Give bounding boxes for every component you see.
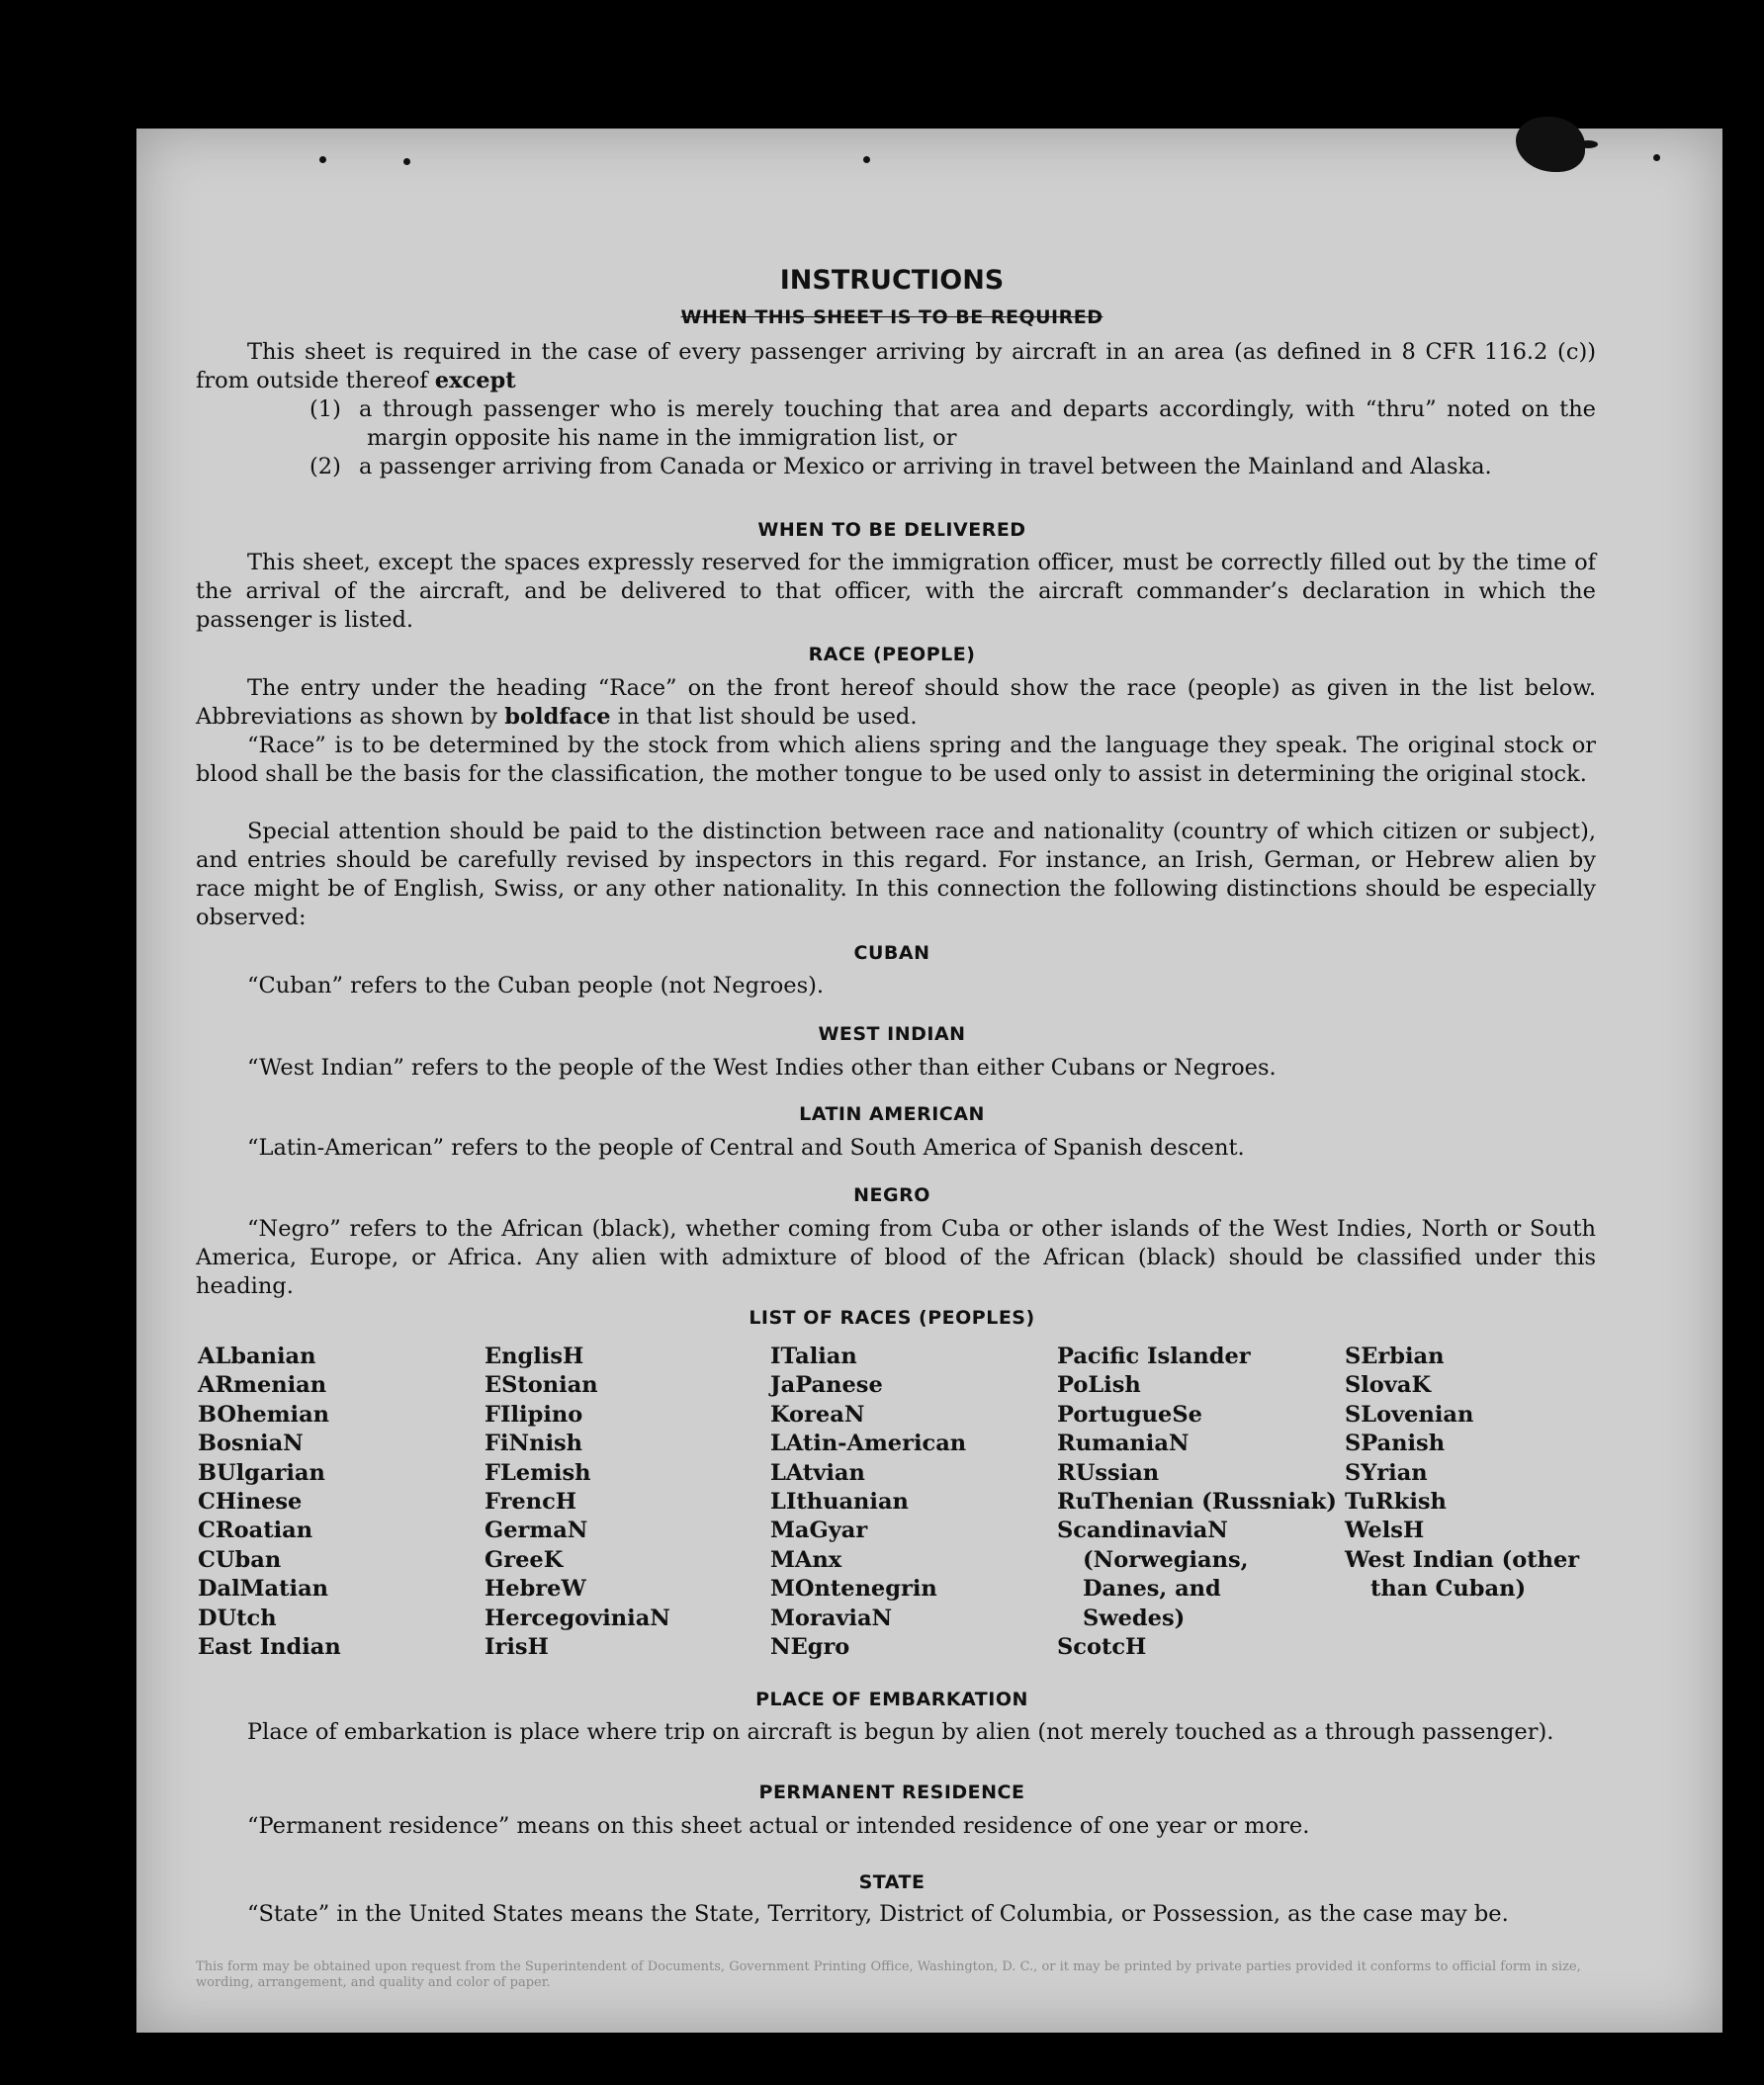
race-list-column-3 xyxy=(770,1343,1057,1662)
race-entry: SLovenian xyxy=(1345,1401,1474,1428)
race-entry: ARmenian xyxy=(198,1372,327,1399)
race-entry: Pacific Islander xyxy=(1057,1344,1251,1369)
race-entry: BUlgarian xyxy=(198,1459,325,1486)
race-entry: FLemish xyxy=(485,1459,591,1486)
race-entry: ALbanian xyxy=(198,1344,316,1369)
section-heading-required: WHEN THIS SHEET IS TO BE REQUIRED xyxy=(680,306,1103,328)
race-entry: BOhemian xyxy=(198,1401,330,1428)
race-entry: MoraviaN xyxy=(770,1605,893,1631)
race-entry: DalMatian xyxy=(198,1576,329,1603)
race-entry: GermaN xyxy=(485,1518,588,1544)
race-entry: SPanish xyxy=(1345,1431,1446,1457)
race-list-column-2 xyxy=(485,1343,756,1662)
race-entry: KoreaN xyxy=(770,1401,865,1428)
latin-american-text: “Latin-American” refers to the people of Central and South America of Spanish descent. xyxy=(247,1135,1245,1161)
section-heading-races-list: LIST OF RACES (PEOPLES) xyxy=(749,1307,1035,1329)
race-entry: RuThenian (Russniak) xyxy=(1057,1489,1337,1516)
race-entry: ITalian xyxy=(770,1344,857,1369)
race-entry: IrisH xyxy=(485,1634,549,1661)
race-entry: SErbian xyxy=(1345,1344,1445,1369)
race-entry: LIthuanian xyxy=(770,1489,909,1516)
section-heading-latin-american: LATIN AMERICAN xyxy=(799,1103,985,1125)
race-entry: LAtin-American xyxy=(770,1431,967,1457)
race-entry: NEgro xyxy=(770,1634,850,1661)
race-entry: ScandinaviaN (Norwegians, Danes, and Swedes) xyxy=(1057,1518,1249,1631)
race-entry: FrencH xyxy=(485,1489,577,1516)
race-list-column-4 xyxy=(1057,1343,1337,1662)
section-heading-west-indian: WEST INDIAN xyxy=(818,1023,966,1045)
race-entry: PoLish xyxy=(1057,1372,1141,1399)
item-number: (1) xyxy=(309,396,341,422)
race-entry: TuRkish xyxy=(1345,1489,1447,1516)
race-entry: EStonian xyxy=(485,1372,598,1399)
race-entry: HebreW xyxy=(485,1576,586,1603)
race-entry: ScotcH xyxy=(1057,1634,1147,1661)
item-number: (2) xyxy=(309,454,341,479)
section-heading-state: STATE xyxy=(858,1871,926,1893)
embarkation-text: Place of embarkation is place where trip on aircraft is begun by alien (not merely touched as a through passenger). xyxy=(247,1719,1554,1745)
section-heading-cuban: CUBAN xyxy=(853,942,930,964)
race-entry: CRoatian xyxy=(198,1518,313,1544)
section-heading-race: RACE (PEOPLE) xyxy=(808,644,976,665)
race-entry: JaPanese xyxy=(770,1372,883,1399)
race-entry: BosniaN xyxy=(198,1431,304,1457)
race-entry: MaGyar xyxy=(770,1518,868,1544)
west-indian-text: “West Indian” refers to the people of the West Indies other than either Cubans or Negroes. xyxy=(247,1055,1277,1081)
race-entry: HercegoviniaN xyxy=(485,1605,670,1631)
race-entry: DUtch xyxy=(198,1605,277,1631)
race-entry: LAtvian xyxy=(770,1459,865,1486)
race-entry: West Indian (other than Cuban) xyxy=(1345,1546,1580,1603)
race-entry: MOntenegrin xyxy=(770,1576,937,1603)
required-item-2: a passenger arriving from Canada or Mexico or arriving in travel between the Mainland and Alaska. xyxy=(359,454,1492,479)
race-paragraph-2: “Race” is to be determined by the stock from which aliens spring and the language they speak. The original stock or blood shall be the basis for the classification, the mother tongue to be used only to assist in determining the original stock. xyxy=(196,733,1596,787)
section-heading-residence: PERMANENT RESIDENCE xyxy=(758,1781,1025,1803)
race-entry: FIlipino xyxy=(485,1401,583,1428)
race-entry: East Indian xyxy=(198,1634,341,1661)
race-entry: EnglisH xyxy=(485,1344,584,1369)
race-paragraph-3: Special attention should be paid to the distinction between race and nationality (country of which citizen or subject), and entries should be carefully revised by inspectors in this regard. For instance, an Irish, German, or Hebrew alien by race might be of English, Swiss, or any other nationality. In this connection the following distinctions should be especially observed: xyxy=(196,819,1596,930)
race-entry: RumaniaN xyxy=(1057,1431,1190,1457)
state-text: “State” in the United States means the State, Territory, District of Columbia, or Possession, as the case may be. xyxy=(247,1901,1509,1927)
negro-text: “Negro” refers to the African (black), whether coming from Cuba or other islands of the West Indies, North or South America, Europe, or Africa. Any alien with admixture of blood of the African (black) should be classified under this heading. xyxy=(196,1216,1596,1299)
section-heading-negro: NEGRO xyxy=(853,1184,930,1206)
section-heading-embarkation: PLACE OF EMBARKATION xyxy=(755,1689,1028,1710)
required-intro: This sheet is required in the case of every passenger arriving by aircraft in an area (as defined in 8 CFR 116.2 (c)) from outside thereof except xyxy=(196,339,1596,393)
race-entry: SYrian xyxy=(1345,1459,1428,1486)
footnote: This form may be obtained upon request from the Superintendent of Documents, Government Printing Office, Washington, D. C., or it may be printed by private parties provided it conforms to official form in size, wording, arrangement, and quality and color of paper. xyxy=(196,1959,1581,1990)
race-list-column-1 xyxy=(198,1343,465,1662)
race-entry: CUban xyxy=(198,1546,282,1573)
race-entry: SlovaK xyxy=(1345,1372,1432,1399)
race-paragraph-1: The entry under the heading “Race” on the front hereof should show the race (people) as given in the list below. Abbreviations as shown by boldface in that list should be used. xyxy=(196,675,1596,730)
race-entry: GreeK xyxy=(485,1546,564,1573)
page-title: INSTRUCTIONS xyxy=(779,265,1005,296)
race-entry: PortugueSe xyxy=(1057,1401,1202,1428)
race-entry: WelsH xyxy=(1345,1518,1425,1544)
document-sheet xyxy=(136,129,1722,2033)
residence-text: “Permanent residence” means on this sheet actual or intended residence of one year or more. xyxy=(247,1813,1310,1839)
race-entry: CHinese xyxy=(198,1489,303,1516)
delivered-text: This sheet, except the spaces expressly reserved for the immigration officer, must be correctly filled out by the time of the arrival of the aircraft, and be delivered to that officer, with the aircraft commander’s declaration in which the passenger is listed. xyxy=(196,550,1596,633)
race-entry: MAnx xyxy=(770,1546,842,1573)
cuban-text: “Cuban” refers to the Cuban people (not Negroes). xyxy=(247,973,825,999)
race-entry: RUssian xyxy=(1057,1459,1160,1486)
section-heading-delivered: WHEN TO BE DELIVERED xyxy=(757,519,1026,541)
required-item-1: a through passenger who is merely touching that area and departs accordingly, with “thru” noted on the margin opposite his name in the immigration list, or xyxy=(359,396,1596,451)
race-entry: FiNnish xyxy=(485,1431,583,1457)
race-list-column-5 xyxy=(1345,1343,1612,1605)
